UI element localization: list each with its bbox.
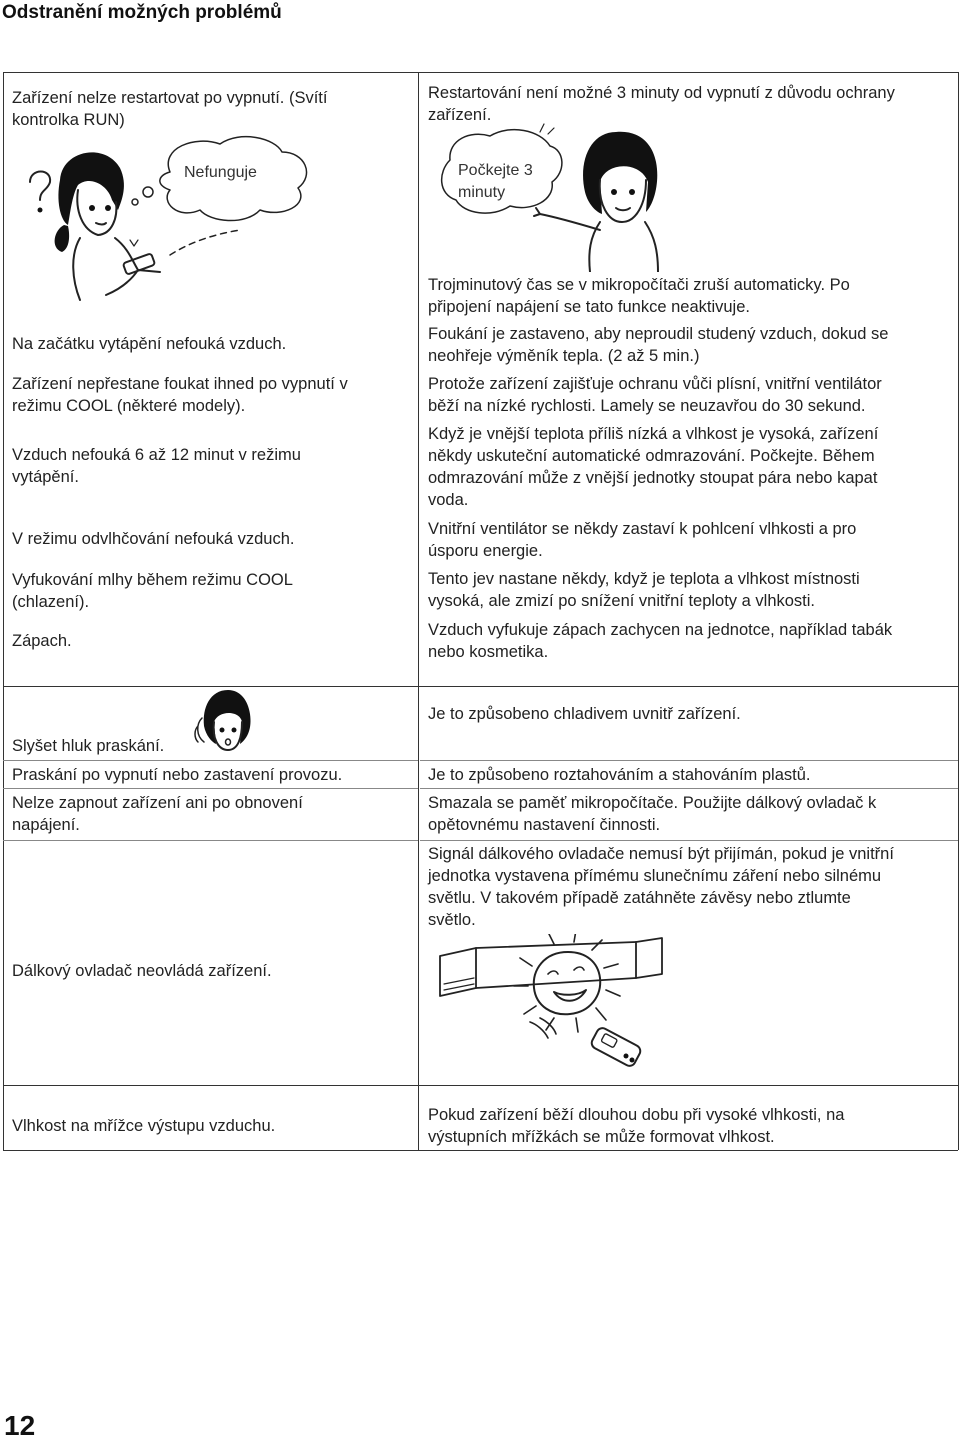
cause-line: Trojminutový čas se v mikropočítači zruší automaticky. Po xyxy=(428,276,850,294)
page-number: 12 xyxy=(4,1410,36,1441)
sub-divider xyxy=(3,788,418,789)
bubble-line: minuty xyxy=(458,184,506,201)
cause-refrigerant: Je to způsobeno chladivem uvnitř zařízení. xyxy=(428,705,741,723)
cause-line: odmrazování může z vnější jednotky stoupat pára nebo kapat xyxy=(428,469,878,487)
symptom-line: Nelze zapnout zařízení ani po obnovení xyxy=(12,794,303,812)
cause-line: jednotka vystavena přímému slunečnímu záření nebo silnému xyxy=(428,867,882,885)
symptom-line: Vzduch nefouká 6 až 12 minut v režimu xyxy=(12,446,301,464)
cause-line: Signál dálkového ovladače nemusí být přijímán, pokud je vnitřní xyxy=(428,845,894,863)
symptom-remote-not-working: Dálkový ovladač neovládá zařízení. xyxy=(12,962,272,980)
symptom-cracking-noise: Slyšet hluk praskání. xyxy=(12,737,165,755)
cause-moisture xyxy=(428,1104,953,1148)
symptom-line: Zařízení nepřestane foukat ihned po vypnutí v xyxy=(12,375,348,393)
cause-line: světlu. V takovém případě zatáhněte závěsy nebo ztlumte xyxy=(428,889,851,907)
cause-line: Protože zařízení zajišťuje ochranu vůči plísní, vnitřní ventilátor xyxy=(428,375,882,393)
table-left-border xyxy=(3,72,4,1150)
symptom-moisture-grille: Vlhkost na mřížce výstupu vzduchu. xyxy=(12,1117,276,1135)
bubble-line: Počkejte 3 xyxy=(458,162,533,179)
symptom-no-air-heating: Na začátku vytápění nefouká vzduch. xyxy=(12,335,287,353)
column-divider xyxy=(418,72,419,1150)
cause-line: zařízení. xyxy=(428,106,492,124)
table-top-border xyxy=(3,72,958,73)
bubble-text-wait xyxy=(458,160,533,204)
page-title: Odstranění možných problémů xyxy=(2,2,282,23)
symptom-keeps-blowing xyxy=(12,373,412,417)
sub-divider xyxy=(3,840,418,841)
cause-line: Když je vnější teplota příliš nízká a vlhkost je vysoká, zařízení xyxy=(428,425,879,443)
symptom-mist xyxy=(12,569,412,613)
symptom-line: (chlazení). xyxy=(12,593,90,611)
cause-defrost xyxy=(428,423,953,511)
cause-timer xyxy=(428,274,953,318)
symptom-no-air-dry: V režimu odvlhčování nefouká vzduch. xyxy=(12,530,295,548)
symptom-line: vytápění. xyxy=(12,468,79,486)
cause-line: Pokud zařízení běží dlouhou dobu při vysoké vlhkosti, na xyxy=(428,1106,845,1124)
sub-divider xyxy=(420,840,958,841)
cause-fan-stop xyxy=(428,518,953,562)
row-divider xyxy=(3,686,958,687)
sub-divider xyxy=(3,760,418,761)
cause-line: opětovnému nastavení činnosti. xyxy=(428,816,661,834)
cause-mold-protection xyxy=(428,373,953,417)
symptom-line: Vyfukování mlhy během režimu COOL xyxy=(12,571,293,589)
cause-line: připojení napájení se tato funkce neaktivuje. xyxy=(428,298,750,316)
symptom-restart xyxy=(12,87,412,131)
cause-line: Tento jev nastane někdy, když je teplota a vlhkost místnosti xyxy=(428,570,860,588)
sun-interference-illustration xyxy=(436,934,666,1084)
symptom-odor: Zápach. xyxy=(12,632,72,650)
table-right-border xyxy=(958,72,959,1150)
cause-line: nebo kosmetika. xyxy=(428,643,549,661)
bubble-text-not-working: Nefunguje xyxy=(184,164,257,181)
cause-line: Foukání je zastaveno, aby neproudil studený vzduch, dokud se xyxy=(428,325,889,343)
cause-line: Vzduch vyfukuje zápach zachycen na jednotce, například tabák xyxy=(428,621,893,639)
symptom-cannot-power-on xyxy=(12,792,412,836)
sub-divider xyxy=(420,760,958,761)
cause-plastic-expansion: Je to způsobeno roztahováním a stahováním plastů. xyxy=(428,766,811,784)
cause-heat-exchanger xyxy=(428,323,953,367)
cause-line: běží na nízké rychlosti. Lamely se neuzavřou do 30 sekund. xyxy=(428,397,866,415)
cause-line: někdy uskuteční automatické odmrazování. Počkejte. Během xyxy=(428,447,875,465)
cause-line: výstupních mřížkách se může formovat vlhkost. xyxy=(428,1128,775,1146)
symptom-line: kontrolka RUN) xyxy=(12,111,125,129)
cause-line: Restartování není možné 3 minuty od vypnutí z důvodu ochrany xyxy=(428,84,895,102)
cause-line: úsporu energie. xyxy=(428,542,543,560)
cause-line: vysoká, ale zmizí po snížení vnitřní teploty a vlhkosti. xyxy=(428,592,816,610)
cause-memory-erased xyxy=(428,792,953,836)
cause-odor xyxy=(428,619,953,663)
symptom-line: režimu COOL (některé modely). xyxy=(12,397,246,415)
confused-girl-illustration xyxy=(20,130,410,310)
symptom-cracking-after-stop: Praskání po vypnutí nebo zastavení provozu. xyxy=(12,766,343,784)
cause-line: Vnitřní ventilátor se někdy zastaví k pohlcení vlhkosti a pro xyxy=(428,520,857,538)
sub-divider xyxy=(420,788,958,789)
symptom-line: Zařízení nelze restartovat po vypnutí. (Svítí xyxy=(12,89,328,107)
row-divider xyxy=(3,1085,958,1086)
cause-line: světlo. xyxy=(428,911,476,929)
cause-humidity xyxy=(428,568,953,612)
table-bottom-border xyxy=(3,1150,958,1151)
cause-line: Smazala se paměť mikropočítače. Použijte dálkový ovladač k xyxy=(428,794,877,812)
cause-line: neohřeje výměník tepla. (2 až 5 min.) xyxy=(428,347,700,365)
cause-line: voda. xyxy=(428,491,469,509)
cause-remote-signal xyxy=(428,843,953,931)
symptom-line: napájení. xyxy=(12,816,80,834)
symptom-no-air-6-12-min xyxy=(12,444,412,488)
cause-restart xyxy=(428,82,953,126)
